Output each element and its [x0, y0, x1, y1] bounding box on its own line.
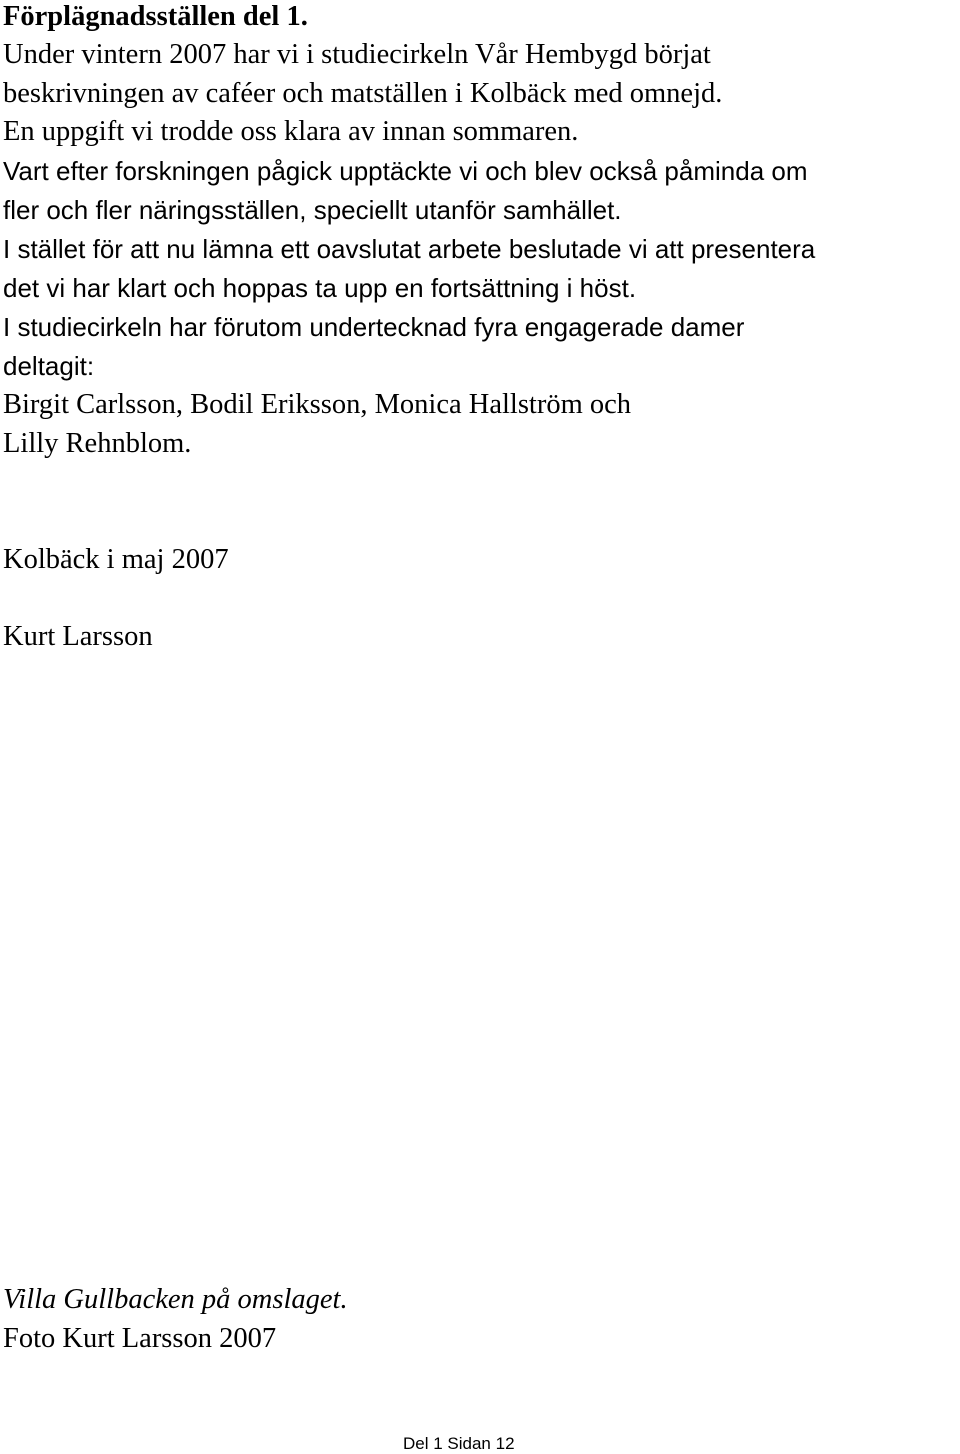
body-line-6: I stället för att nu lämna ett oavslutat arbete beslutade vi att presentera	[3, 234, 816, 264]
author-name: Kurt Larsson	[3, 621, 153, 652]
body-line-9: deltagit:	[3, 351, 95, 381]
body-line-4: Vart efter forskningen pågick upptäckte vi och blev också påminda om	[3, 156, 808, 186]
page-number: Del 1 Sidan 12	[403, 1434, 515, 1453]
body-line-8: I studiecirkeln har förutom undertecknad fyra engagerade damer	[3, 312, 745, 342]
photo-credit: Foto Kurt Larsson 2007	[3, 1323, 277, 1354]
body-line-11: Lilly Rehnblom.	[3, 428, 192, 459]
body-line-10: Birgit Carlsson, Bodil Eriksson, Monica Hallström och	[3, 389, 632, 420]
body-line-7: det vi har klart och hoppas ta upp en fortsättning i höst.	[3, 273, 637, 303]
body-line-5: fler och fler näringsställen, speciellt utanför samhället.	[3, 195, 622, 225]
document-title: Förplägnadsställen del 1.	[3, 1, 308, 32]
cover-caption: Villa Gullbacken på omslaget.	[3, 1284, 348, 1315]
body-line-1: Under vintern 2007 har vi i studiecirkeln Vår Hembygd börjat	[3, 39, 711, 70]
body-line-2: beskrivningen av caféer och matställen i Kolbäck med omnejd.	[3, 78, 723, 109]
place-date: Kolbäck i maj 2007	[3, 544, 229, 575]
body-line-3: En uppgift vi trodde oss klara av innan sommaren.	[3, 116, 579, 147]
